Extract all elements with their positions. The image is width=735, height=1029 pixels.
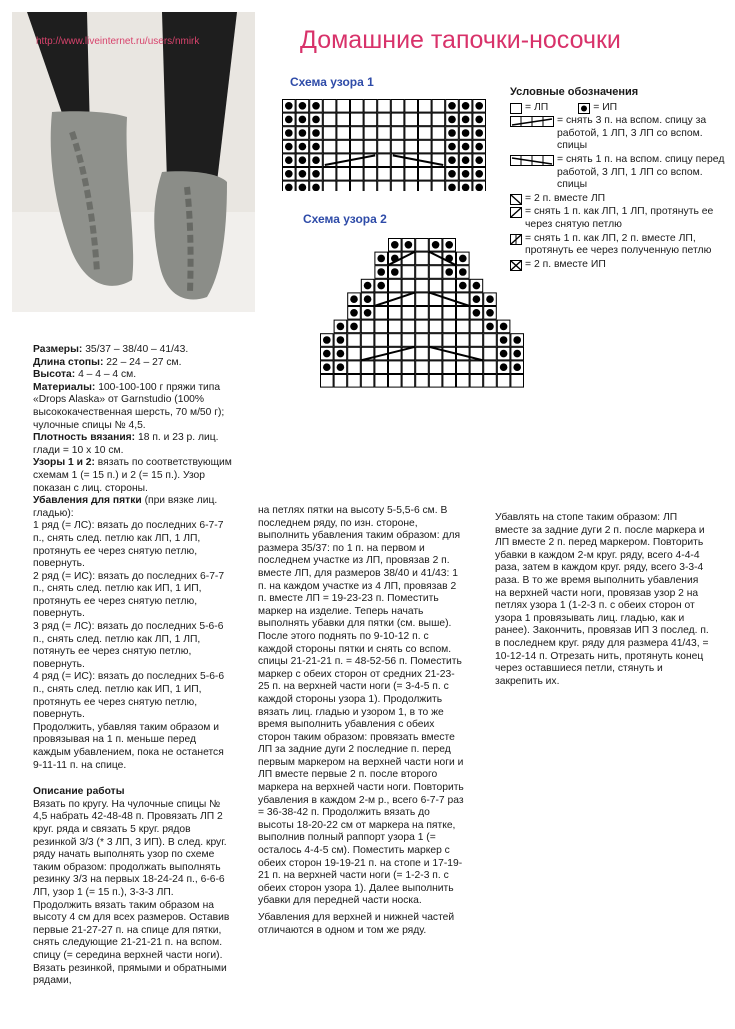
chart-cell [351,127,364,140]
purl-dot [462,129,470,137]
chart-cell [457,320,470,333]
purl-dot [377,282,385,290]
slippers-photo-illustration [12,12,255,312]
purl-dot [299,116,307,124]
chart-cell [391,100,404,113]
purl-dot [459,268,467,276]
chart-cell [457,307,470,320]
p2tog-icon [510,260,522,271]
chart-cell [375,334,388,347]
purl-dot [448,143,456,151]
chart-cell [391,168,404,181]
legend-text: = ИП [593,101,618,113]
chart-cell [351,100,364,113]
foot-length: Длина стопы: 22 – 24 – 27 см. [33,356,182,368]
chart-cell [375,320,388,333]
chart-cell [419,181,432,191]
chart-cell [391,113,404,126]
legend-text: = снять 1 п. как ЛП, 2 п. вместе ЛП, протянуть ее через полученную петлю [525,232,712,257]
purl-dot [285,129,293,137]
chart-cell [351,181,364,191]
purl-dot [405,241,413,249]
purl-dot [448,156,456,164]
chart-cell [321,375,334,388]
heel-row-2: 2 ряд (= ИС): вязать до последних 6-7-7 п., снять след. петлю как ИП, 1 ИП, протянуть ее через снятую петлю, повернуть. [33,570,225,620]
purl-dot [475,129,483,137]
chart-cell [364,181,377,191]
purl-dot [391,241,399,249]
chart-cell [419,140,432,153]
purl-dot [486,323,494,331]
chart-cell [405,113,418,126]
chart-cell [351,113,364,126]
purl-dot [459,255,467,263]
purl-dot [462,156,470,164]
purl-dot [459,282,467,290]
purl-dot [312,116,320,124]
chart-cell [405,127,418,140]
purl-dot [475,102,483,110]
chart-cell [419,100,432,113]
purl-dot [364,282,372,290]
chart-cell [348,347,361,360]
chart-cell [378,100,391,113]
chart-cell [337,168,350,181]
purl-dot [285,143,293,151]
purl-dot [475,143,483,151]
purl-dot [377,255,385,263]
chart-cell [402,279,415,292]
purl-dot [448,184,456,191]
k2tog-icon [510,194,522,205]
chart-cell [375,307,388,320]
chart-cell [429,320,442,333]
chart-cell [432,100,445,113]
schema1-title: Схема узора 1 [290,75,374,89]
chart-cell [391,127,404,140]
chart-cell [351,168,364,181]
chart-cell [364,100,377,113]
chart-cell [432,127,445,140]
height: Высота: 4 – 4 – 4 см. [33,369,137,381]
legend-text: = 2 п. вместе ЛП [525,192,606,204]
chart-cell [337,100,350,113]
purl-dot [473,295,481,303]
chart-cell [443,334,456,347]
purl-dot [475,170,483,178]
purl-dot [285,184,293,191]
purl-dot [350,295,358,303]
chart-cell [405,100,418,113]
chart-cell [429,266,442,279]
chart-cell [402,307,415,320]
purl-dot [445,268,453,276]
chart-cell [443,320,456,333]
purl-dot [285,156,293,164]
purl-dot [285,170,293,178]
purl-dot [364,309,372,317]
chart-cell [402,266,415,279]
work-title: Описание работы [33,786,125,798]
column-3 [495,512,709,688]
chart-cell [378,154,391,167]
chart-cell [364,113,377,126]
purl-dot [448,116,456,124]
purl-dot [337,350,345,358]
chart-cell [484,361,497,374]
legend-row [510,102,725,115]
purl-dot [299,129,307,137]
instructions-part-2: на петлях пятки на высоту 5-5,5-6 см. В последнем ряду, по изн. стороне, выполнить убавления таким образом: для размера 35/37: по 1 п. на первом и последнем участке из ЛП, провязав 2 п. вместе ЛП, для размеров 38/40 и 41/43: 1 п. на каждом участке из 4 ЛП, провязав 2 п. вместе ЛП = 19-23-23 п. Поместить маркер на изделие. Теперь начать выполнять убавки для пятки (см. выше). После этого поднять по 9-10-12 п. с каждой стороны пятки и снять со вспом. спицы 21-21-21 п. = 48-52-56 п. Поместить маркер с обеих сторон от средних 21-23-25 п. на верхней части ноги (= 3-4-5 п. с каждой стороны узора 1). Продолжить вязать лиц. гладью и узором 1, в то же время выполнить убавления с обеих сторон таким образом: провязать вместе ЛП за задние дуги 2 последние п. перед первым маркером на верхней части ноги и ЛП вместе первые 2 п. после второго маркера на верхней части ноги. Повторить убавления в каждом 2-м р., всего 6-7-7 раз = 36-38-42 п. Продолжить вязать до высоты 18-20-22 см от маркера на пятке, выполнив полный раппорт узора 1 (= осталось 4-4-5 см). Поместить маркер с обеих сторон 19-19-21 п. на стопе и 17-19-21 п. на верхней части ноги (= 1-2-3 п. с обеих сторон узора 1). Далее выполнить убавки для передней части носка. [258,505,464,907]
purl-dot [312,156,320,164]
chart-cell [378,181,391,191]
chart-cell [511,375,524,388]
chart-cell [416,347,429,360]
schema2-grid [320,238,524,388]
chart-cell [419,113,432,126]
chart-cell [391,181,404,191]
knit-stitch-icon [510,103,522,114]
purl-dot [462,170,470,178]
chart-cell [419,127,432,140]
chart-cell [389,375,402,388]
chart-cell [323,181,336,191]
chart-cell [389,320,402,333]
purl-dot [350,323,358,331]
source-url[interactable]: http://www.liveinternet.ru/users/nmirk [36,36,200,47]
chart-cell [375,375,388,388]
chart-cell [497,375,510,388]
purl-stitch-icon [578,103,590,114]
chart-cell [470,375,483,388]
chart-cell [389,334,402,347]
chart-cell [361,361,374,374]
chart-cell [337,181,350,191]
chart-cell [484,375,497,388]
chart-cell [416,320,429,333]
chart-cell [429,375,442,388]
chart-cell [405,140,418,153]
heel-continue: Продолжить, убавляя таким образом и провязывая на 1 п. меньше перед каждым убавлением, пока не останется 9-11-11 п. на спице. [33,721,224,771]
chart-cell [443,307,456,320]
purl-dot [312,184,320,191]
chart-cell [457,375,470,388]
schema1-grid [282,99,487,191]
purl-dot [299,102,307,110]
legend-row [510,115,725,153]
purl-dot [500,350,508,358]
purl-dot [445,241,453,249]
chart-cell [364,168,377,181]
purl-dot [448,170,456,178]
chart-cell [334,375,347,388]
legend-text: = снять 1 п. как ЛП, 1 ЛП, протянуть ее через снятую петлю [525,206,714,230]
chart-cell [470,320,483,333]
cable-left-icon [510,155,554,166]
purl-dot [448,102,456,110]
purl-dot [312,102,320,110]
purl-dot [323,350,331,358]
purl-dot [323,363,331,371]
purl-dot [337,323,345,331]
heel-row-1: 1 ряд (= ЛС): вязать до последних 6-7-7 п., снять след. петлю как ЛП, 1 ЛП, протянуть ее через снятую петлю, повернуть. [33,520,224,570]
chart-cell [389,361,402,374]
purl-dot [377,268,385,276]
chart-cell [378,168,391,181]
chart-cell [361,334,374,347]
chart-cell [432,168,445,181]
chart-cell [402,320,415,333]
chart-cell [416,293,429,306]
chart-cell [348,375,361,388]
chart-cell [337,113,350,126]
patterns: Узоры 1 и 2: вязать по соответствующим схемам 1 (= 15 п.) и 2 (= 15 п.). Узор показан с лиц. стороны. [33,457,232,494]
legend [510,86,725,272]
heel-row-3: 3 ряд (= ЛС): вязать до последних 5-6-6 п., снять след. петлю как ЛП, 1 ЛП, потянуть ее через снятую петлю, повернуть. [33,621,224,670]
purl-dot [486,295,494,303]
legend-text: = 2 п. вместе ИП [525,258,606,270]
chart-cell [337,127,350,140]
chart-cell [364,127,377,140]
purl-dot [312,143,320,151]
skp-icon [510,207,522,218]
chart-cell [389,307,402,320]
chart-cell [429,279,442,292]
purl-dot [337,336,345,344]
chart-cell [416,266,429,279]
chart-cell [429,361,442,374]
purl-dot [299,143,307,151]
purl-dot [462,143,470,151]
chart-cell [361,375,374,388]
purl-dot [350,309,358,317]
purl-dot [299,170,307,178]
chart-cell [443,279,456,292]
purl-dot [462,184,470,191]
chart-cell [416,239,429,252]
purl-dot [475,156,483,164]
purl-dot [364,295,372,303]
purl-dot [312,129,320,137]
chart-cell [337,140,350,153]
chart-cell [364,140,377,153]
legend-text: = ЛП [525,101,549,113]
chart-cell [351,140,364,153]
purl-dot [473,282,481,290]
chart-cell [419,168,432,181]
schema1-chart [282,99,487,196]
chart-cell [416,307,429,320]
instructions-note: Убавления для верхней и нижней частей отличаются в одном и том же ряду. [258,912,455,936]
chart-cell [416,375,429,388]
purl-dot [500,336,508,344]
heel-decreases: Убавления для пятки (при вязке лиц. гладью): [33,495,218,519]
chart-cell [484,347,497,360]
chart-cell [457,361,470,374]
purl-dot [486,309,494,317]
chart-cell [470,361,483,374]
chart-cell [348,334,361,347]
chart-cell [416,252,429,265]
chart-cell [323,113,336,126]
purl-dot [299,184,307,191]
chart-cell [432,113,445,126]
legend-title: Условные обозначения [510,86,639,98]
heel-row-4: 4 ряд (= ИС): вязать до последних 5-6-6 п., снять след. петлю как ИП, 1 ИП, протянуть ее через снятую петлю, повернуть. [33,671,225,721]
density: Плотность вязания: 18 п. и 23 р. лиц. глади = 10 х 10 см. [33,432,219,456]
chart-cell [416,361,429,374]
purl-dot [513,363,521,371]
sk2p-icon [510,234,522,245]
chart-cell [470,334,483,347]
chart-cell [402,334,415,347]
chart-cell [405,181,418,191]
purl-dot [500,323,508,331]
chart-cell [416,334,429,347]
chart-cell [348,361,361,374]
purl-dot [323,336,331,344]
legend-row [510,206,725,231]
legend-row [510,154,725,192]
legend-row [510,259,725,272]
chart-cell [361,320,374,333]
schema2-title: Схема узора 2 [303,212,387,226]
chart-cell [432,181,445,191]
chart-cell [405,168,418,181]
purl-dot [462,116,470,124]
chart-cell [457,334,470,347]
chart-cell [402,361,415,374]
chart-cell [375,361,388,374]
purl-dot [312,170,320,178]
chart-cell [378,140,391,153]
cable-right-icon [510,116,554,127]
chart-cell [391,140,404,153]
chart-cell [443,361,456,374]
purl-dot [391,268,399,276]
chart-cell [389,279,402,292]
legend-text: = снять 1 п. на вспом. спицу перед работой, 3 ЛП, 1 ЛП со вспом. спицы [557,153,725,191]
chart-cell [484,334,497,347]
legend-row [510,233,725,258]
sizes: Размеры: 35/37 – 38/40 – 41/43. [33,344,189,355]
purl-dot [513,336,521,344]
column-1 [33,344,233,988]
work-description: Вязать по кругу. На чулочные спицы № 4,5 набрать 42-48-48 п. Провязать ЛП 2 круг. ряда и связать 5 круг. рядов резинкой 3/3 (* 3 ЛП, 3 ИП). В след. круг. ряду начать выполнять узор по схеме таким образом: продолжать выполнять резинку 3/3 на первых 18-24-24 п., 6-6-6 ЛП, узор 1 (= 15 п.), 3-3-3 ЛП. Продолжить вязать таким образом на высоту 4 см для всех размеров. Оставив первые 21-27-27 п. на спице для пятки, снять следующие 21-21-21 п. на вспом. спицу (= середина верхней части ноги). Вязать резинкой, прямыми и обратными рядами, [33,798,230,987]
purl-dot [462,102,470,110]
column-2 [258,505,466,937]
chart-cell [416,279,429,292]
purl-dot [500,363,508,371]
legend-row [510,193,725,206]
purl-dot [475,116,483,124]
purl-dot [432,241,440,249]
schema2-chart [320,238,524,393]
purl-dot [285,116,293,124]
materials: Материалы: 100-100-100 г пряжи типа «Drops Alaska» от Garnstudio (100% высококачественная шерсть, 70 м/50 г); чулочные спицы № 4,5. [33,381,225,431]
purl-dot [299,156,307,164]
chart-cell [378,113,391,126]
chart-cell [323,140,336,153]
instructions-part-3: Убавлять на стопе таким образом: ЛП вместе за задние дуги 2 п. после маркера и ЛП вместе 2 п. перед маркером. Повторить убавки в каждом 2-м круг. ряду, всего 4-4-4 раза, затем в каждом круг. ряду, всего 3-3-4 раза. В то же время выполнить убавления на верхней части ноги, провязав узор 2 на петлях узора 1 (1-2-3 п. с обеих сторон от узора 1 провязывать лиц. гладью, как и ранее). Закончить, провязав ИП 3 послед. п. в последнем круг. ряду для размера 41/43, = 10-12-14 п. Отрезать нить, протянуть конец через оставшиеся петли, стянуть и закрепить их. [495,512,709,687]
purl-dot [285,102,293,110]
chart-cell [429,334,442,347]
chart-cell [429,307,442,320]
slippers-photo [12,12,255,312]
chart-cell [323,168,336,181]
purl-dot [337,363,345,371]
purl-dot [475,184,483,191]
chart-cell [443,375,456,388]
chart-cell [323,100,336,113]
purl-dot [448,129,456,137]
legend-text: = снять 3 п. на вспом. спицу за работой, 1 ЛП, 3 ЛП со вспом. спицы [557,115,707,152]
chart-cell [323,127,336,140]
chart-cell [432,140,445,153]
purl-dot [473,309,481,317]
page-title: Домашние тапочки-носочки [300,26,621,54]
purl-dot [513,350,521,358]
chart-cell [402,375,415,388]
chart-cell [378,127,391,140]
